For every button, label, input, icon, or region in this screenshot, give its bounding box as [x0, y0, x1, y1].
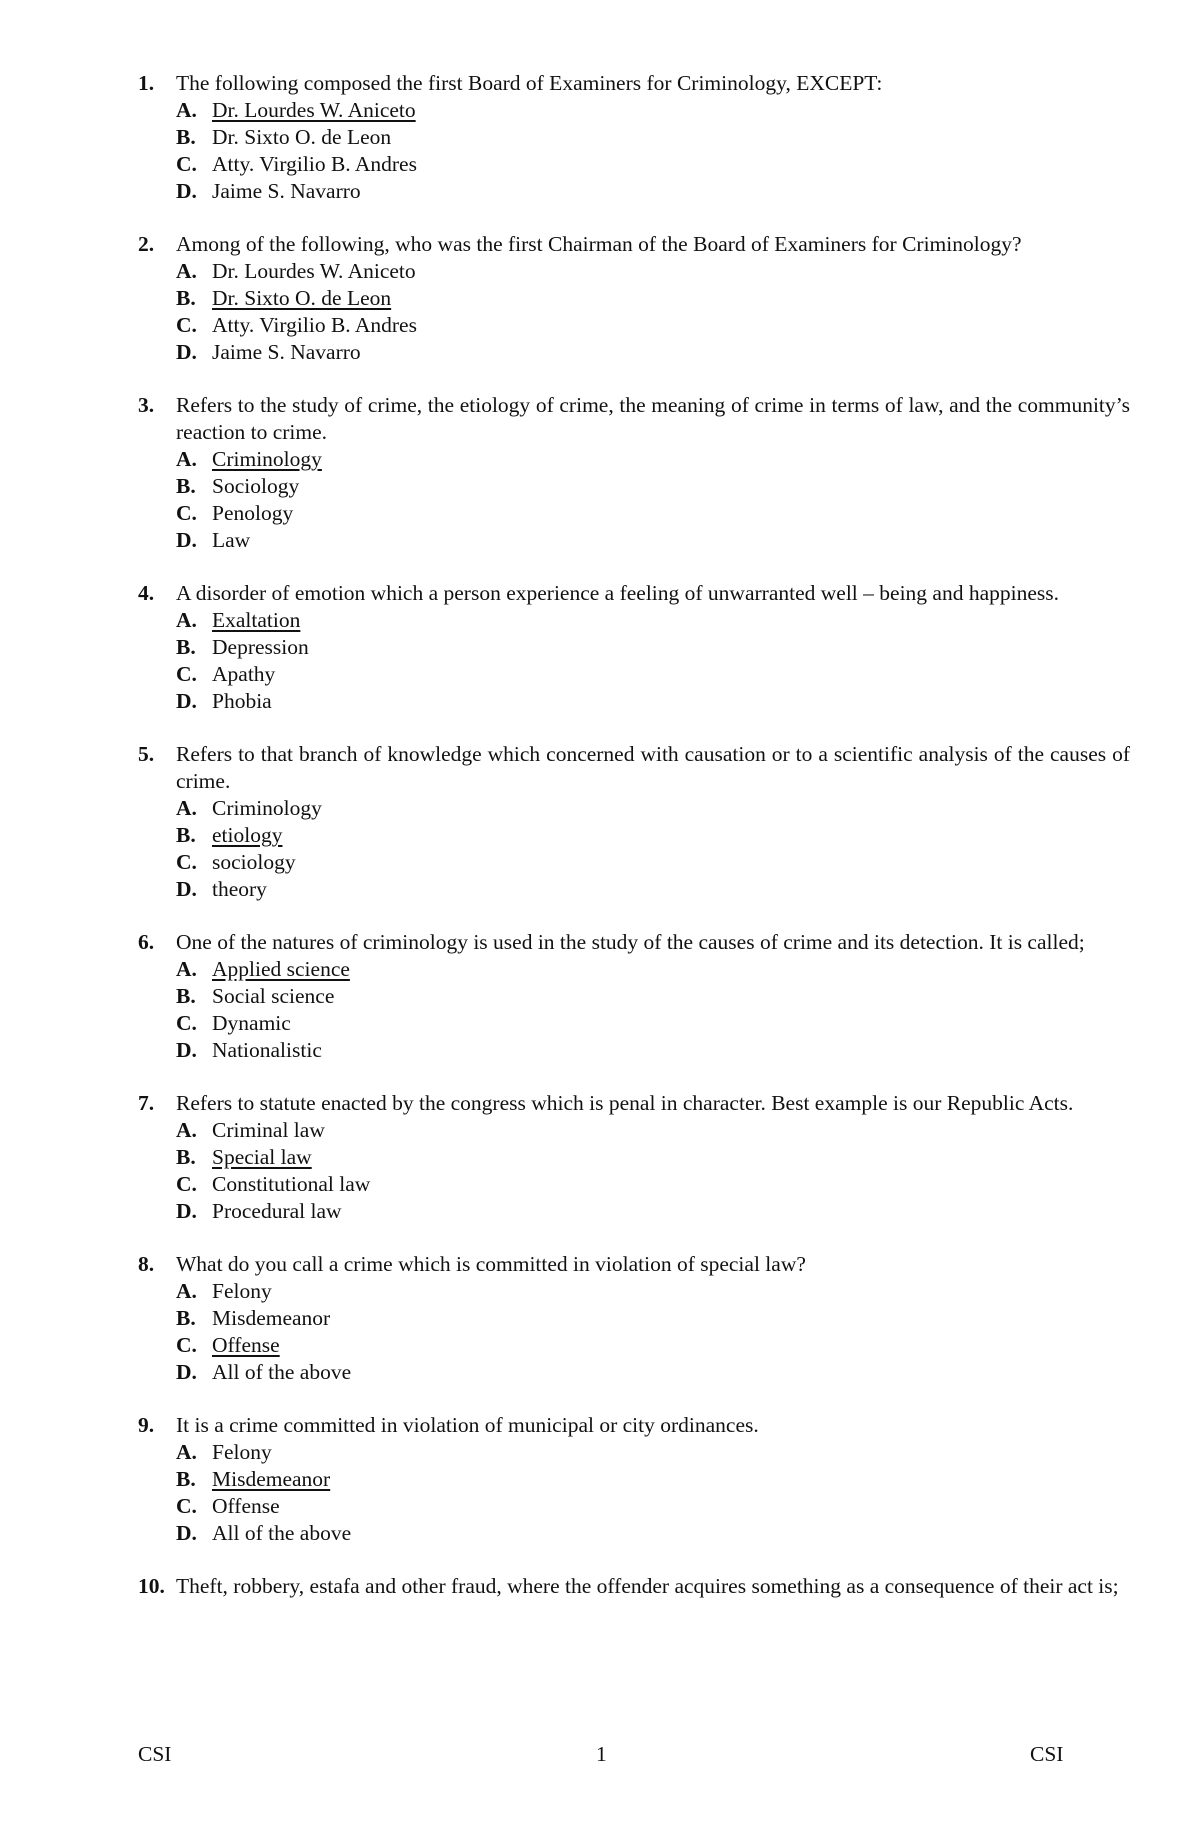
question-item — [138, 929, 1130, 1064]
answer-option — [176, 849, 1130, 876]
question-item — [138, 392, 1130, 554]
answer-option — [176, 446, 1130, 473]
answer-option — [176, 1117, 1130, 1144]
answer-option — [176, 151, 1130, 178]
question-text: A disorder of emotion which a person experience a feeling of unwarranted well – being and happiness. — [176, 581, 1060, 605]
option-text: Jaime S. Navarro — [212, 340, 361, 364]
question-number: 4. — [138, 581, 155, 605]
option-text: Dynamic — [212, 1011, 291, 1035]
question-item — [138, 1412, 1130, 1547]
option-letter: A. — [176, 1440, 197, 1464]
option-text: Apathy — [212, 662, 276, 686]
answer-option — [176, 124, 1130, 151]
question-item — [138, 70, 1130, 205]
answer-option — [176, 1359, 1130, 1386]
answer-option — [176, 285, 1130, 312]
answer-option — [176, 178, 1130, 205]
question-text: Among of the following, who was the first Chairman of the Board of Examiners for Criminology? — [176, 232, 1022, 256]
option-letter: B. — [176, 984, 196, 1008]
answer-option — [176, 956, 1130, 983]
footer-right-text: CSI — [1030, 1742, 1064, 1766]
option-text-correct-answer: Dr. Lourdes W. Aniceto — [212, 98, 416, 122]
option-text-correct-answer: Exaltation — [212, 608, 301, 632]
option-text-correct-answer: etiology — [212, 823, 283, 847]
option-letter: C. — [176, 1172, 197, 1196]
answer-option — [176, 473, 1130, 500]
page-number: 1 — [596, 1742, 607, 1766]
option-letter: C. — [176, 1333, 197, 1357]
question-number: 7. — [138, 1091, 155, 1115]
option-text-correct-answer: Special law — [212, 1145, 312, 1169]
answer-option — [176, 983, 1130, 1010]
question-item — [138, 1251, 1130, 1386]
option-text: Law — [212, 528, 251, 552]
question-number: 1. — [138, 71, 155, 95]
answer-option — [176, 1439, 1130, 1466]
option-text-correct-answer: Misdemeanor — [212, 1467, 331, 1491]
answer-option — [176, 1198, 1130, 1225]
option-letter: A. — [176, 796, 197, 820]
question-text: Refers to the study of crime, the etiology of crime, the meaning of crime in terms of law, and the community’s reaction to crime. — [176, 393, 1130, 444]
answer-option — [176, 1305, 1130, 1332]
option-letter: B. — [176, 1145, 196, 1169]
option-text: sociology — [212, 850, 296, 874]
option-letter: D. — [176, 1038, 197, 1062]
option-letter: A. — [176, 98, 197, 122]
option-text: Atty. Virgilio B. Andres — [212, 152, 417, 176]
option-text: Jaime S. Navarro — [212, 179, 361, 203]
option-letter: A. — [176, 259, 197, 283]
option-text: theory — [212, 877, 267, 901]
option-letter: D. — [176, 877, 197, 901]
question-number: 5. — [138, 742, 155, 766]
option-letter: D. — [176, 689, 197, 713]
answer-option — [176, 312, 1130, 339]
option-text: Atty. Virgilio B. Andres — [212, 313, 417, 337]
question-text: Refers to statute enacted by the congress which is penal in character. Best example is our Republic Acts. — [176, 1091, 1074, 1115]
footer-left-text: CSI — [138, 1742, 172, 1766]
question-list — [138, 70, 1130, 1626]
option-letter: D. — [176, 179, 197, 203]
option-text: Nationalistic — [212, 1038, 322, 1062]
option-letter: D. — [176, 1521, 197, 1545]
answer-option — [176, 1332, 1130, 1359]
question-number: 2. — [138, 232, 155, 256]
option-text: Felony — [212, 1279, 272, 1303]
option-letter: D. — [176, 1199, 197, 1223]
option-letter: C. — [176, 152, 197, 176]
option-text: Offense — [212, 1494, 280, 1518]
option-letter: A. — [176, 447, 197, 471]
answer-option — [176, 527, 1130, 554]
option-text: Criminal law — [212, 1118, 325, 1142]
option-text: Depression — [212, 635, 309, 659]
answer-option — [176, 661, 1130, 688]
option-text-correct-answer: Applied science — [212, 957, 350, 981]
question-item — [138, 1090, 1130, 1225]
question-item — [138, 741, 1130, 903]
option-letter: A. — [176, 608, 197, 632]
option-letter: B. — [176, 1467, 196, 1491]
answer-option — [176, 1493, 1130, 1520]
option-letter: C. — [176, 501, 197, 525]
option-letter: B. — [176, 1306, 196, 1330]
question-text: Theft, robbery, estafa and other fraud, where the offender acquires something as a consequence of their act is; — [176, 1574, 1119, 1598]
answer-option — [176, 876, 1130, 903]
answer-option — [176, 1171, 1130, 1198]
option-text-correct-answer: Criminology — [212, 447, 322, 471]
answer-option — [176, 1466, 1130, 1493]
option-letter: A. — [176, 957, 197, 981]
option-text: Penology — [212, 501, 294, 525]
option-letter: B. — [176, 474, 196, 498]
option-text: Social science — [212, 984, 335, 1008]
option-letter: C. — [176, 850, 197, 874]
question-text: What do you call a crime which is committed in violation of special law? — [176, 1252, 806, 1276]
option-letter: A. — [176, 1118, 197, 1142]
option-letter: B. — [176, 823, 196, 847]
option-letter: B. — [176, 635, 196, 659]
option-text: Dr. Lourdes W. Aniceto — [212, 259, 416, 283]
option-text: Dr. Sixto O. de Leon — [212, 125, 392, 149]
answer-option — [176, 258, 1130, 285]
answer-option — [176, 1520, 1130, 1547]
option-letter: C. — [176, 313, 197, 337]
answer-option — [176, 634, 1130, 661]
question-text: It is a crime committed in violation of municipal or city ordinances. — [176, 1413, 759, 1437]
option-text: Sociology — [212, 474, 300, 498]
option-text: All of the above — [212, 1521, 352, 1545]
question-number: 3. — [138, 393, 155, 417]
option-letter: B. — [176, 286, 196, 310]
question-number: 8. — [138, 1252, 155, 1276]
answer-option — [176, 607, 1130, 634]
option-letter: B. — [176, 125, 196, 149]
option-text: All of the above — [212, 1360, 352, 1384]
question-item — [138, 580, 1130, 715]
answer-option — [176, 1144, 1130, 1171]
option-letter: C. — [176, 1011, 197, 1035]
answer-option — [176, 1010, 1130, 1037]
question-number: 9. — [138, 1413, 155, 1437]
question-number: 10. — [138, 1574, 165, 1598]
answer-option — [176, 97, 1130, 124]
question-text: Refers to that branch of knowledge which concerned with causation or to a scientific analysis of the causes of crime. — [176, 742, 1130, 793]
question-text: One of the natures of criminology is used in the study of the causes of crime and its detection. It is called; — [176, 930, 1085, 954]
question-text: The following composed the first Board of Examiners for Criminology, EXCEPT: — [176, 71, 883, 95]
answer-option — [176, 795, 1130, 822]
option-text-correct-answer: Offense — [212, 1333, 280, 1357]
option-text: Phobia — [212, 689, 272, 713]
option-letter: C. — [176, 1494, 197, 1518]
answer-option — [176, 688, 1130, 715]
option-letter: D. — [176, 340, 197, 364]
option-letter: D. — [176, 1360, 197, 1384]
question-number: 6. — [138, 930, 155, 954]
question-item — [138, 231, 1130, 366]
answer-option — [176, 1278, 1130, 1305]
answer-option — [176, 339, 1130, 366]
option-text: Felony — [212, 1440, 272, 1464]
question-item — [138, 1573, 1130, 1600]
answer-option — [176, 1037, 1130, 1064]
answer-option — [176, 822, 1130, 849]
answer-option — [176, 500, 1130, 527]
option-text: Misdemeanor — [212, 1306, 331, 1330]
option-text: Constitutional law — [212, 1172, 371, 1196]
option-text: Procedural law — [212, 1199, 342, 1223]
option-letter: A. — [176, 1279, 197, 1303]
option-text: Criminology — [212, 796, 322, 820]
option-text-correct-answer: Dr. Sixto O. de Leon — [212, 286, 392, 310]
option-letter: D. — [176, 528, 197, 552]
option-letter: C. — [176, 662, 197, 686]
